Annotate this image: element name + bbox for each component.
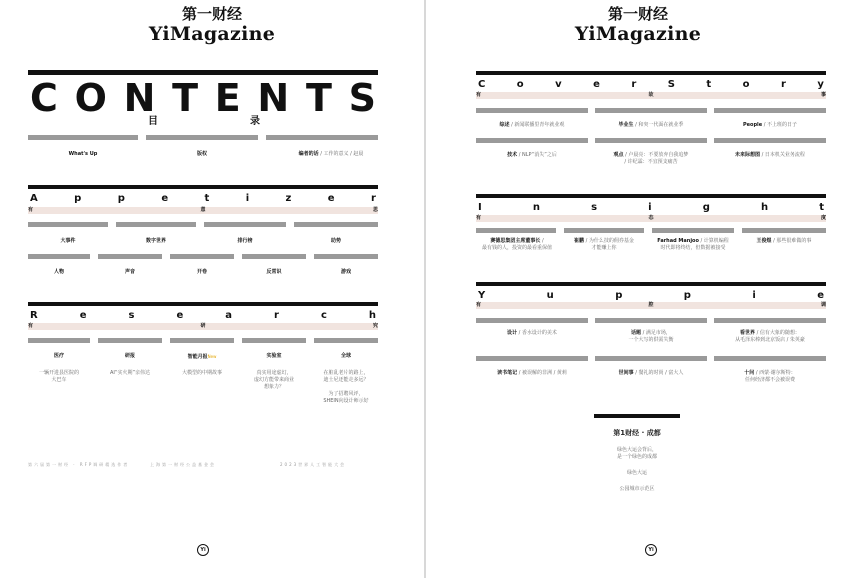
- toc-item-sub: / 许纪霖：不宜预支痛苦: [624, 159, 678, 165]
- section-divider: [595, 108, 707, 113]
- section-divider: [714, 318, 826, 323]
- toc-item[interactable]: [742, 238, 826, 245]
- toc-item-label: 十问: [744, 370, 755, 376]
- article-desc: [308, 370, 384, 405]
- article-desc: [28, 370, 90, 384]
- contents-letter: O: [74, 76, 107, 120]
- research-letter: e: [176, 310, 184, 321]
- desc-line: 为了招聘风评，: [328, 391, 364, 397]
- section-divider: [98, 254, 162, 259]
- cover-cn-char: 有: [476, 92, 482, 98]
- toc-item-label: 声音: [124, 269, 135, 275]
- chengdu-desc: [594, 447, 680, 493]
- desc-line: 一辆开进县医院的: [38, 370, 79, 376]
- cover-letter: r: [631, 79, 637, 90]
- cover-letter: r: [780, 79, 786, 90]
- research-letter: a: [225, 310, 232, 321]
- section-divider: [294, 222, 378, 227]
- toc-item-label: 大事件: [60, 238, 76, 244]
- toc-item-sub: / 计算机编程: [698, 238, 729, 244]
- research-cn-char: 研: [200, 323, 206, 329]
- toc-item-label: 观点: [613, 152, 624, 158]
- cover-letter: o: [742, 79, 750, 90]
- cover-letter: t: [706, 79, 712, 90]
- footer-note: 第六届第一财经 · RFP调研精选作者: [28, 462, 130, 467]
- insight-letter: n: [532, 202, 540, 213]
- insight-letter: s: [591, 202, 598, 213]
- toc-item-sub: / 新闻联播里青年就业观: [509, 122, 565, 128]
- cover-cn-char: 事: [820, 92, 826, 98]
- toc-item-sub: /: [540, 238, 544, 244]
- section-divider: [314, 338, 378, 343]
- folio-logo-icon: Yi: [197, 544, 209, 556]
- research-letter: s: [128, 310, 135, 321]
- desc-line: 是一个绿色的成都: [616, 454, 657, 460]
- toc-item-sub: / 日本机关业务流程: [760, 152, 805, 158]
- insight-cn-char: 度: [820, 215, 826, 221]
- cover-letter: C: [478, 79, 486, 90]
- desc-line: SHEIN向设计师示好: [323, 398, 369, 404]
- toc-item[interactable]: [650, 238, 736, 252]
- section-divider: [242, 338, 306, 343]
- contents-cn-char: 目: [148, 116, 158, 127]
- insight-letter: h: [760, 202, 769, 213]
- toc-item-label: Farhad Manjoo: [657, 238, 699, 244]
- yuppie-letter: e: [817, 290, 824, 301]
- desc-line: 在脏乱老片的路上，: [323, 370, 369, 376]
- research-cn-char: 有: [28, 323, 34, 329]
- insight-title: [478, 202, 824, 214]
- section-divider: [314, 254, 378, 259]
- section-divider: [742, 228, 826, 233]
- toc-item-label: People: [742, 122, 763, 128]
- appetizer-title: [30, 193, 376, 205]
- toc-item[interactable]: [170, 269, 234, 276]
- research-top-bar: [28, 302, 378, 306]
- toc-item[interactable]: [28, 353, 90, 360]
- toc-item[interactable]: [98, 353, 162, 360]
- toc-item-sub: 任何经济都不会被误费: [744, 377, 795, 383]
- toc-item-sub: / 卢晨亮：不要放弃自我追梦: [623, 152, 689, 158]
- toc-item[interactable]: [595, 330, 707, 344]
- research-title: [30, 310, 376, 322]
- contents-letter: E: [214, 76, 241, 120]
- appetizer-letter: p: [74, 193, 82, 204]
- cover-letter: o: [516, 79, 524, 90]
- toc-item-label: 看世界: [740, 330, 756, 336]
- desc-line: 大巴车: [51, 377, 67, 383]
- yuppie-top-bar: [476, 282, 826, 286]
- yuppie-letter: p: [683, 290, 691, 301]
- toc-item[interactable]: [476, 122, 588, 129]
- appetizer-cn: [28, 207, 378, 214]
- contents-letter: T: [305, 76, 332, 120]
- toc-item[interactable]: [204, 238, 286, 245]
- toc-item-label: 研报: [124, 353, 135, 359]
- appetizer-letter: e: [161, 193, 169, 204]
- toc-item-label: 技术: [507, 152, 518, 158]
- toc-item[interactable]: [146, 151, 258, 158]
- toc-item-label: 设计: [507, 330, 518, 336]
- toc-item-sub: / 被误解的非洲 / 黄莉: [517, 370, 567, 376]
- toc-item-sub: 才能赚上你: [591, 245, 617, 251]
- section-divider: [170, 338, 234, 343]
- research-letter: r: [274, 310, 279, 321]
- toc-item-label: 未来际想图: [735, 152, 761, 158]
- toc-item[interactable]: [472, 238, 562, 252]
- toc-item-sub: / 餐礼的时尚 / 富大人: [633, 370, 684, 376]
- masthead-cn: 第一财经: [607, 5, 668, 23]
- section-divider: [242, 254, 306, 259]
- research-letter: h: [368, 310, 376, 321]
- cover-title: [478, 79, 824, 91]
- toc-item-label: 全球: [340, 353, 351, 359]
- desc-line: 虚幻方能带来商业: [253, 377, 294, 383]
- research-letter: e: [79, 310, 87, 321]
- folio-logo-icon: Yi: [645, 544, 657, 556]
- toc-item-label: 编者的话: [298, 151, 319, 157]
- research-cn: [28, 323, 378, 330]
- appetizer-cn-char: 意: [200, 207, 206, 213]
- toc-item-label: 游戏: [340, 269, 351, 275]
- section-divider: [714, 356, 826, 361]
- left-page: [0, 0, 424, 578]
- toc-item-label: 世间事: [618, 370, 634, 376]
- toc-item[interactable]: [98, 269, 162, 276]
- contents-letter: N: [257, 76, 290, 120]
- yuppie-cn-char: 调: [820, 302, 826, 308]
- chengdu-logo: 第1财经 · 成都: [613, 429, 661, 437]
- toc-item-sub: / 和突一代面在就业季: [633, 122, 684, 128]
- section-divider: [595, 318, 707, 323]
- toc-item-sub: 一个大写的供需失衡: [628, 337, 674, 343]
- research-cn-char: 究: [372, 323, 378, 329]
- section-divider: [28, 254, 90, 259]
- section-divider: [652, 228, 734, 233]
- appetizer-letter: p: [117, 193, 125, 204]
- section-divider: [28, 135, 138, 140]
- cover-letter: v: [555, 79, 562, 90]
- contents-letter: S: [348, 76, 376, 120]
- toc-item[interactable]: [266, 151, 396, 158]
- section-divider: [595, 356, 707, 361]
- toc-item-sub: 从毛泽东棒到北京饭店 / 朱英豪: [735, 337, 805, 343]
- toc-item[interactable]: [170, 353, 234, 361]
- toc-item-sub: / 那些很难做的事: [771, 238, 812, 244]
- masthead-left: [0, 6, 424, 45]
- toc-item-label: 版权: [196, 151, 207, 157]
- desc-line: 想象力？: [263, 384, 284, 390]
- section-divider: [595, 138, 707, 143]
- appetizer-cn-char: 有: [28, 207, 34, 213]
- appetizer-letter: i: [245, 193, 250, 204]
- toc-item-sub: / 香水设计的美术: [517, 330, 557, 336]
- yuppie-cn: [476, 302, 826, 309]
- footer-note: 上海第一财经公益基金会: [150, 462, 216, 467]
- cover-letter: S: [667, 79, 675, 90]
- toc-item-label: What's Up: [68, 151, 98, 157]
- desc-spacer: [308, 384, 384, 391]
- toc-item-label: 医疗: [53, 353, 64, 359]
- toc-item-label: 王俊煜: [756, 238, 772, 244]
- research-letter: R: [30, 310, 38, 321]
- section-divider: [28, 222, 108, 227]
- section-divider: [28, 338, 90, 343]
- appetizer-top-bar: [28, 185, 378, 189]
- contents-title: [30, 78, 376, 118]
- toc-item-label: 排行榜: [237, 238, 253, 244]
- toc-item-label: 智能月报: [187, 354, 208, 360]
- yuppie-letter: p: [615, 290, 623, 301]
- section-divider: [564, 228, 644, 233]
- toc-item[interactable]: [476, 330, 588, 337]
- toc-item[interactable]: [242, 269, 306, 276]
- section-divider: [170, 254, 234, 259]
- toc-item-label: 人物: [53, 269, 64, 275]
- chengdu-top-bar: [594, 414, 680, 418]
- contents-letter: T: [172, 76, 199, 120]
- insight-letter: i: [648, 202, 652, 213]
- toc-item[interactable]: [314, 269, 378, 276]
- insight-letter: t: [819, 202, 824, 213]
- cover-top-bar: [476, 71, 826, 75]
- insight-letter: I: [478, 202, 482, 213]
- toc-item-label: 崔鹏: [574, 238, 585, 244]
- section-divider: [476, 138, 588, 143]
- section-divider: [714, 108, 826, 113]
- yuppie-letter: Y: [478, 290, 486, 301]
- toc-item-sub: 时代即将终结，但数据被接受: [660, 245, 726, 251]
- appetizer-letter: z: [285, 193, 292, 204]
- toc-item[interactable]: [294, 238, 378, 245]
- desc-line: AI“实火期”亲伟达: [109, 370, 151, 376]
- section-divider: [204, 222, 286, 227]
- desc-spacer: [594, 461, 680, 470]
- toc-item[interactable]: [314, 353, 378, 360]
- desc-line: 真实用途虚幻，: [256, 370, 292, 376]
- toc-item[interactable]: [116, 238, 196, 245]
- article-desc: [242, 370, 306, 391]
- contents-letter: C: [30, 76, 58, 120]
- article-desc: [170, 370, 234, 377]
- toc-item-sub: / 工作的意义 / 赵晨: [318, 151, 364, 157]
- toc-item-label: 话题: [631, 330, 642, 336]
- desc-line: 绿色大运: [626, 470, 647, 476]
- yuppie-cn-char: 有: [476, 302, 482, 308]
- toc-item[interactable]: [714, 152, 826, 159]
- insight-cn-char: 有: [476, 215, 482, 221]
- section-divider: [266, 135, 378, 140]
- toc-item-label: 实验室: [266, 353, 282, 359]
- masthead-cn: 第一财经: [181, 5, 242, 23]
- section-divider: [476, 228, 556, 233]
- appetizer-letter: r: [370, 193, 376, 204]
- toc-item-sub: / 信有大象的随想：: [755, 330, 800, 336]
- desc-line: 公园城市示范区: [619, 486, 655, 492]
- toc-item[interactable]: [710, 330, 830, 344]
- section-divider: [476, 108, 588, 113]
- toc-item-sub: / NLP“消失”之后: [517, 152, 557, 158]
- masthead-en: YiMagazine: [148, 23, 276, 45]
- section-divider: [116, 222, 196, 227]
- contents-cn-char: 录: [250, 116, 260, 127]
- desc-line: 绿色大运会背后，: [616, 447, 657, 453]
- desc-line: 迪士尼还能走多远？: [323, 377, 369, 383]
- toc-item-label: 毕业生: [618, 122, 634, 128]
- insight-letter: g: [702, 202, 710, 213]
- toc-item[interactable]: [595, 152, 707, 166]
- toc-item-label: 综述: [499, 122, 510, 128]
- appetizer-letter: e: [327, 193, 335, 204]
- insight-cn-char: 态: [648, 215, 654, 221]
- toc-item-label: 开卷: [196, 269, 207, 275]
- desc-line: 大模型的中期故事: [181, 370, 222, 376]
- toc-item[interactable]: [476, 370, 588, 377]
- toc-item[interactable]: [564, 238, 644, 252]
- insight-top-bar: [476, 194, 826, 198]
- toc-item-label: 数字世界: [145, 238, 166, 244]
- new-tag: New: [207, 354, 217, 359]
- toc-item[interactable]: [714, 122, 826, 129]
- yuppie-letter: u: [546, 290, 554, 301]
- research-letter: c: [320, 310, 327, 321]
- toc-item[interactable]: [28, 238, 108, 245]
- footer-note: 2023世界人工智能大会: [280, 462, 347, 467]
- toc-item-sub: / 不上班的日子: [762, 122, 798, 128]
- toc-item[interactable]: [595, 370, 707, 377]
- insight-cn: [476, 215, 826, 222]
- cover-cn: [476, 92, 826, 99]
- section-divider: [146, 135, 258, 140]
- toc-item-label: 助势: [330, 238, 341, 244]
- toc-item[interactable]: [714, 370, 826, 384]
- contents-cn: [148, 116, 260, 128]
- toc-item[interactable]: [242, 353, 306, 360]
- section-divider: [714, 138, 826, 143]
- section-divider: [98, 338, 162, 343]
- yuppie-letter: i: [752, 290, 756, 301]
- toc-item[interactable]: [28, 269, 90, 276]
- toc-item[interactable]: [595, 122, 707, 129]
- toc-item-label: 读书笔记: [497, 370, 518, 376]
- toc-item-label: 赛德思集团主席董事长: [490, 238, 541, 244]
- yuppie-cn-char: 腔: [648, 302, 654, 308]
- cover-cn-char: 故: [648, 92, 654, 98]
- right-page: [426, 0, 850, 578]
- toc-item-label: 反常识: [266, 269, 282, 275]
- toc-item[interactable]: [476, 152, 588, 159]
- cover-letter: y: [817, 79, 824, 90]
- yuppie-title: [478, 290, 824, 302]
- section-divider: [476, 318, 588, 323]
- toc-item[interactable]: [28, 151, 138, 158]
- appetizer-letter: t: [204, 193, 210, 204]
- masthead-right: [426, 6, 850, 45]
- article-desc: [98, 370, 162, 377]
- masthead-en: YiMagazine: [574, 23, 702, 45]
- cover-letter: e: [593, 79, 600, 90]
- desc-spacer: [594, 477, 680, 486]
- contents-letter: N: [123, 76, 156, 120]
- appetizer-letter: A: [30, 193, 38, 204]
- section-divider: [476, 356, 588, 361]
- appetizer-cn-char: 思: [372, 207, 378, 213]
- toc-item-sub: / 西蒙·谢尔斯特：: [754, 370, 796, 376]
- toc-item-sub: / 满足市场，: [641, 330, 671, 336]
- toc-item-sub: 最有钱的人，投资的最看重保值: [481, 245, 552, 251]
- toc-item-sub: / 为什么技的佣券基金: [584, 238, 634, 244]
- contents-top-bar: [28, 70, 378, 75]
